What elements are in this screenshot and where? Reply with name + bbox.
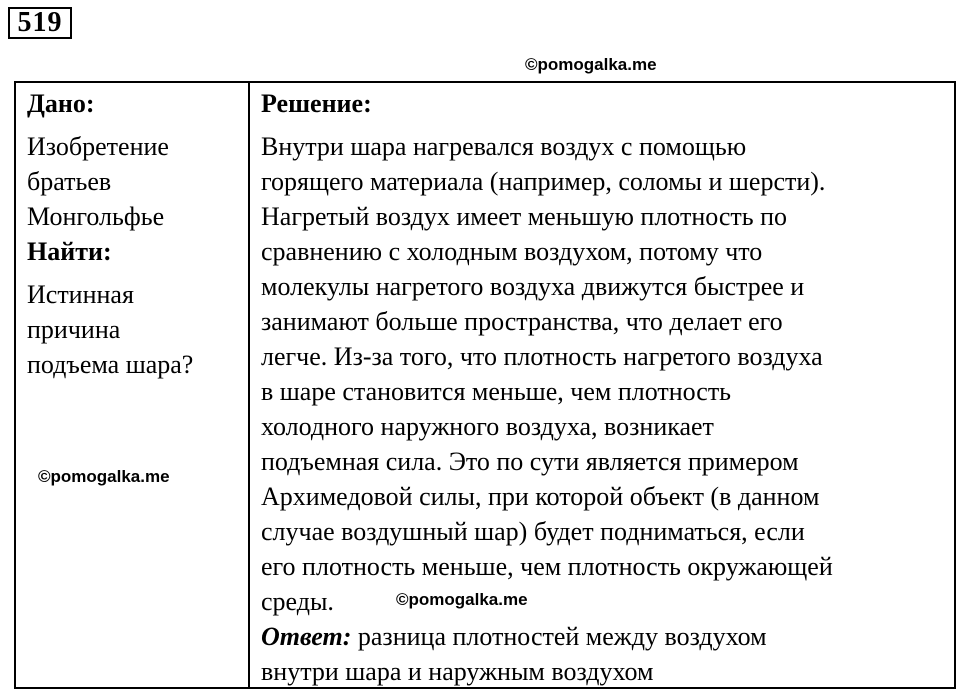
- watermark-left: ©pomogalka.me: [38, 467, 170, 486]
- given-line: Изобретение: [27, 132, 169, 161]
- answer-label: Ответ:: [261, 622, 352, 651]
- given-line: Монгольфье: [27, 202, 165, 231]
- given-text: [27, 129, 242, 234]
- solution-line: Архимедовой силы, при которой объект (в данном: [261, 482, 820, 511]
- solution-heading: Решение:: [261, 89, 372, 118]
- find-line: причина: [27, 315, 121, 344]
- solution-line: легче. Из-за того, что плотность нагретого воздуха: [261, 342, 823, 371]
- given-column: [27, 86, 242, 382]
- given-heading: Дано:: [27, 89, 95, 118]
- solution-line: подъемная сила. Это по сути является примером: [261, 447, 799, 476]
- solution-line: сравнению с холодным воздухом, потому что: [261, 237, 763, 266]
- watermark-bottom: ©pomogalka.me: [396, 590, 528, 609]
- solution-line: холодного наружного воздуха, возникает: [261, 412, 714, 441]
- solution-line: его плотность меньше, чем плотность окружающей: [261, 552, 833, 581]
- solution-line: случае воздушный шар) будет подниматься, если: [261, 517, 805, 546]
- solution-column: [261, 86, 951, 689]
- solution-line: Нагретый воздух имеет меньшую плотность по: [261, 202, 788, 231]
- find-line: Истинная: [27, 280, 134, 309]
- given-line: братьев: [27, 167, 112, 196]
- problem-number: 519: [8, 7, 72, 39]
- solution-line: горящего материала (например, соломы и шерсти).: [261, 167, 826, 196]
- find-line: подъема шара?: [27, 350, 194, 379]
- solution-line: Внутри шара нагревался воздух с помощью: [261, 132, 747, 161]
- solution-line: среды.: [261, 587, 334, 616]
- watermark-top: ©pomogalka.me: [525, 55, 657, 74]
- solution-line: молекулы нагретого воздуха движутся быстрее и: [261, 272, 805, 301]
- solution-line: в шаре становится меньше, чем плотность: [261, 377, 732, 406]
- answer-text: разница плотностей между воздухом: [351, 622, 767, 651]
- find-text: [27, 277, 242, 382]
- answer-line: внутри шара и наружным воздухом: [261, 657, 654, 686]
- answer-line: [261, 619, 951, 654]
- solution-line: занимают больше пространства, что делает его: [261, 307, 783, 336]
- find-heading: Найти:: [27, 237, 112, 266]
- column-divider: [248, 81, 250, 689]
